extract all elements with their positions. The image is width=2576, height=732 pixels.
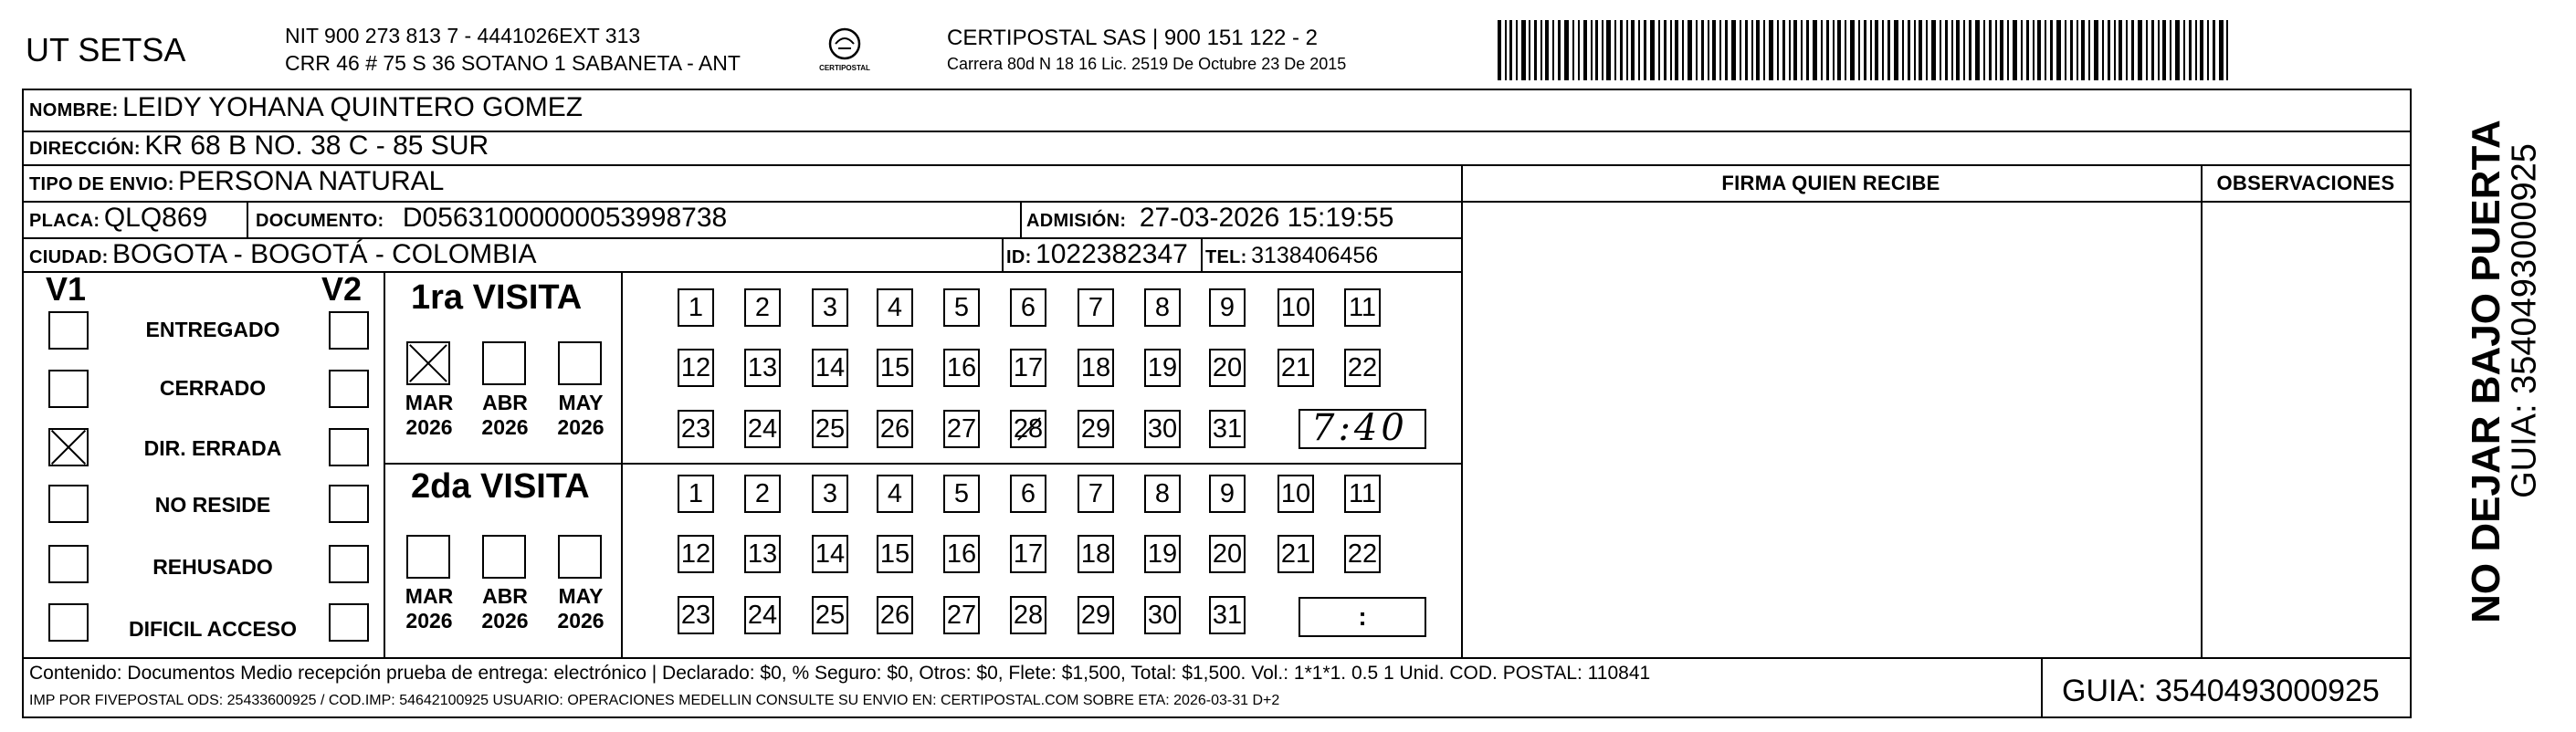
second-visit-day-25[interactable]: 25 xyxy=(812,596,848,634)
second-visit-may-checkbox[interactable] xyxy=(558,535,602,579)
v2-rehusado-checkbox[interactable] xyxy=(329,545,369,583)
tipo-label: TIPO DE ENVIO: xyxy=(29,174,174,194)
ciudad-value: BOGOTA - BOGOTÁ - COLOMBIA xyxy=(112,239,537,269)
first-visit-day-17[interactable]: 17 xyxy=(1010,349,1046,387)
first-visit-day-23[interactable]: 23 xyxy=(678,410,714,448)
placa-field xyxy=(29,203,207,234)
v1-no-reside-checkbox[interactable] xyxy=(48,485,89,523)
nombre-field xyxy=(29,92,583,123)
status-rehusado: REHUSADO xyxy=(152,555,273,579)
status-no-reside: NO RESIDE xyxy=(154,493,271,517)
second-visit-month-may: MAY 2026 xyxy=(557,584,605,633)
first-visit-day-7[interactable]: 7 xyxy=(1078,288,1114,327)
first-visit-day-22[interactable]: 22 xyxy=(1344,349,1381,387)
second-visit-day-29[interactable]: 29 xyxy=(1078,596,1114,634)
second-visit-title: 2da VISITA xyxy=(411,467,590,506)
cert-address: Carrera 80d N 18 16 Lic. 2519 De Octubre 23 De 2015 xyxy=(947,55,1347,73)
side-guia: GUIA: 3540493000925 xyxy=(2505,143,2544,498)
barcode xyxy=(1498,20,2228,80)
placa-label: PLACA: xyxy=(29,211,100,231)
v2-cerrado-checkbox[interactable] xyxy=(329,370,369,408)
first-visit-day-12[interactable]: 12 xyxy=(678,349,714,387)
tel-value: 3138406456 xyxy=(1251,243,1379,268)
second-visit-day-5[interactable]: 5 xyxy=(943,475,980,513)
second-visit-day-24[interactable]: 24 xyxy=(744,596,781,634)
second-visit-day-19[interactable]: 19 xyxy=(1144,535,1181,573)
v1-dir-errada-checkbox[interactable] xyxy=(48,428,89,466)
direccion-field xyxy=(29,131,489,162)
first-visit-day-6[interactable]: 6 xyxy=(1010,288,1046,327)
first-visit-day-11[interactable]: 11 xyxy=(1344,288,1381,327)
first-visit-mar-checkbox[interactable] xyxy=(406,341,450,385)
footer-guia: GUIA: 3540493000925 xyxy=(2062,674,2380,708)
placa-value: QLQ869 xyxy=(103,203,208,233)
id-field xyxy=(1006,239,1188,270)
second-visit-day-13[interactable]: 13 xyxy=(744,535,781,573)
first-visit-day-28[interactable]: 28 xyxy=(1010,410,1046,448)
first-visit-day-4[interactable]: 4 xyxy=(877,288,913,327)
first-visit-day-13[interactable]: 13 xyxy=(744,349,781,387)
nombre-value: LEIDY YOHANA QUINTERO GOMEZ xyxy=(122,92,584,122)
second-visit-day-21[interactable]: 21 xyxy=(1277,535,1314,573)
v1-rehusado-checkbox[interactable] xyxy=(48,545,89,583)
nombre-label: NOMBRE: xyxy=(29,100,119,120)
status-dir-errada: DIR. ERRADA xyxy=(143,436,282,460)
v2-label: V2 xyxy=(321,270,363,308)
company-name: UT SETSA xyxy=(26,31,186,68)
v2-dificil-acceso-checkbox[interactable] xyxy=(329,603,369,642)
admision-field xyxy=(1026,203,1393,234)
admision-value: 27-03-2026 15:19:55 xyxy=(1139,203,1394,233)
logo-text: CERTIPOSTAL xyxy=(819,64,870,72)
second-visit-day-23[interactable]: 23 xyxy=(678,596,714,634)
second-visit-day-27[interactable]: 27 xyxy=(943,596,980,634)
first-visit-day-5[interactable]: 5 xyxy=(943,288,980,327)
first-visit-title: 1ra VISITA xyxy=(411,278,583,317)
cert-line: CERTIPOSTAL SAS | 900 151 122 - 2 xyxy=(947,26,1318,50)
first-visit-time-box[interactable] xyxy=(1299,409,1426,449)
company-address: CRR 46 # 75 S 36 SOTANO 1 SABANETA - ANT xyxy=(285,51,741,75)
second-visit-day-22[interactable]: 22 xyxy=(1344,535,1381,573)
ciudad-label: CIUDAD: xyxy=(29,247,109,267)
second-visit-day-10[interactable]: 10 xyxy=(1277,475,1314,513)
tel-label: TEL: xyxy=(1205,247,1247,267)
side-text xyxy=(2424,91,2543,639)
second-visit-day-16[interactable]: 16 xyxy=(943,535,980,573)
v2-dir-errada-checkbox[interactable] xyxy=(329,428,369,466)
first-visit-day-9[interactable]: 9 xyxy=(1209,288,1246,327)
second-visit-month-mar: MAR 2026 xyxy=(405,584,454,633)
day-cross-mark xyxy=(1017,417,1040,440)
imp-text: IMP POR FIVEPOSTAL ODS: 25433600925 / COD.IMP: 54642100925 USUARIO: OPERACIONES MEDELLIN CONSULTE SU ENVIO EN: CERTIPOSTAL.COM SOBRE ETA: 2026-03-31 D+2 xyxy=(29,693,1280,708)
first-visit-day-29[interactable]: 29 xyxy=(1078,410,1114,448)
first-visit-month-may: MAY 2026 xyxy=(557,391,605,439)
documento-field xyxy=(256,203,727,234)
second-visit-day-4[interactable]: 4 xyxy=(877,475,913,513)
id-label: ID: xyxy=(1006,247,1032,267)
first-visit-day-14[interactable]: 14 xyxy=(812,349,848,387)
first-visit-may-checkbox[interactable] xyxy=(558,341,602,385)
first-visit-day-30[interactable]: 30 xyxy=(1144,410,1181,448)
first-visit-day-2[interactable]: 2 xyxy=(744,288,781,327)
first-visit-day-15[interactable]: 15 xyxy=(877,349,913,387)
second-visit-mar-checkbox[interactable] xyxy=(406,535,450,579)
second-visit-day-14[interactable]: 14 xyxy=(812,535,848,573)
v2-entregado-checkbox[interactable] xyxy=(329,311,369,350)
second-visit-day-28[interactable]: 28 xyxy=(1010,596,1046,634)
first-visit-day-18[interactable]: 18 xyxy=(1078,349,1114,387)
status-cerrado: CERRADO xyxy=(159,376,267,400)
second-visit-month-abr: ABR 2026 xyxy=(481,584,529,633)
second-visit-day-3[interactable]: 3 xyxy=(812,475,848,513)
no-dejar-warning: NO DEJAR BAJO PUERTA xyxy=(2464,120,2508,623)
v1-entregado-checkbox[interactable] xyxy=(48,311,89,350)
status-entregado: ENTREGADO xyxy=(145,318,280,341)
second-visit-day-2[interactable]: 2 xyxy=(744,475,781,513)
second-visit-day-20[interactable]: 20 xyxy=(1209,535,1246,573)
second-visit-time: : xyxy=(1358,602,1367,631)
first-visit-day-1[interactable]: 1 xyxy=(678,288,714,327)
second-visit-day-15[interactable]: 15 xyxy=(877,535,913,573)
first-visit-day-27[interactable]: 27 xyxy=(943,410,980,448)
documento-value: D05631000000053998738 xyxy=(402,203,728,233)
firma-label: FIRMA QUIEN RECIBE xyxy=(1721,172,1940,194)
first-visit-day-24[interactable]: 24 xyxy=(744,410,781,448)
v1-dificil-acceso-checkbox[interactable] xyxy=(48,603,89,642)
second-visit-day-17[interactable]: 17 xyxy=(1010,535,1046,573)
v1-cerrado-checkbox[interactable] xyxy=(48,370,89,408)
contenido-text: Contenido: Documentos Medio recepción prueba de entrega: electrónico | Declarado: $0, % Seguro: $0, Otros: $0, Flete: $1,500, Total: $1,500. Vol.: 1*1*1. 0.5 1 Unid. COD. POSTAL: 110841 xyxy=(29,663,1651,684)
first-visit-time: 7:40 xyxy=(1311,407,1408,449)
second-visit-abr-checkbox[interactable] xyxy=(482,535,526,579)
observaciones-label: OBSERVACIONES xyxy=(2216,172,2395,194)
second-visit-day-26[interactable]: 26 xyxy=(877,596,913,634)
certipostal-logo xyxy=(813,24,877,78)
second-visit-day-30[interactable]: 30 xyxy=(1144,596,1181,634)
second-visit-day-7[interactable]: 7 xyxy=(1078,475,1114,513)
direccion-value: KR 68 B NO. 38 C - 85 SUR xyxy=(144,131,489,161)
first-visit-day-10[interactable]: 10 xyxy=(1277,288,1314,327)
second-visit-day-31[interactable]: 31 xyxy=(1209,596,1246,634)
header xyxy=(0,0,2576,91)
first-visit-day-3[interactable]: 3 xyxy=(812,288,848,327)
first-visit-day-16[interactable]: 16 xyxy=(943,349,980,387)
second-visit-time-box[interactable] xyxy=(1299,597,1426,637)
v1-label: V1 xyxy=(46,270,87,308)
second-visit-day-9[interactable]: 9 xyxy=(1209,475,1246,513)
documento-label: DOCUMENTO: xyxy=(256,211,384,231)
first-visit-day-31[interactable]: 31 xyxy=(1209,410,1246,448)
direccion-label: DIRECCIÓN: xyxy=(29,139,141,159)
id-value: 1022382347 xyxy=(1036,239,1188,269)
first-visit-abr-checkbox[interactable] xyxy=(482,341,526,385)
second-visit-day-11[interactable]: 11 xyxy=(1344,475,1381,513)
first-visit-month-mar: MAR 2026 xyxy=(405,391,454,439)
admision-label: ADMISIÓN: xyxy=(1026,211,1127,231)
first-visit-day-8[interactable]: 8 xyxy=(1144,288,1181,327)
second-visit-day-1[interactable]: 1 xyxy=(678,475,714,513)
first-visit-day-19[interactable]: 19 xyxy=(1144,349,1181,387)
first-visit-day-21[interactable]: 21 xyxy=(1277,349,1314,387)
first-visit-month-abr: ABR 2026 xyxy=(481,391,529,439)
first-visit-day-20[interactable]: 20 xyxy=(1209,349,1246,387)
tipo-field xyxy=(29,166,444,197)
second-visit-day-18[interactable]: 18 xyxy=(1078,535,1114,573)
tipo-value: PERSONA NATURAL xyxy=(178,166,445,196)
first-visit-day-25[interactable]: 25 xyxy=(812,410,848,448)
ciudad-field xyxy=(29,239,537,270)
tel-field xyxy=(1205,243,1378,269)
first-visit-day-26[interactable]: 26 xyxy=(877,410,913,448)
second-visit-day-6[interactable]: 6 xyxy=(1010,475,1046,513)
second-visit-day-12[interactable]: 12 xyxy=(678,535,714,573)
status-dificil-acceso: DIFICIL ACCESO xyxy=(128,617,297,641)
nit-line: NIT 900 273 813 7 - 4441026EXT 313 xyxy=(285,24,641,47)
v2-no-reside-checkbox[interactable] xyxy=(329,485,369,523)
second-visit-day-8[interactable]: 8 xyxy=(1144,475,1181,513)
